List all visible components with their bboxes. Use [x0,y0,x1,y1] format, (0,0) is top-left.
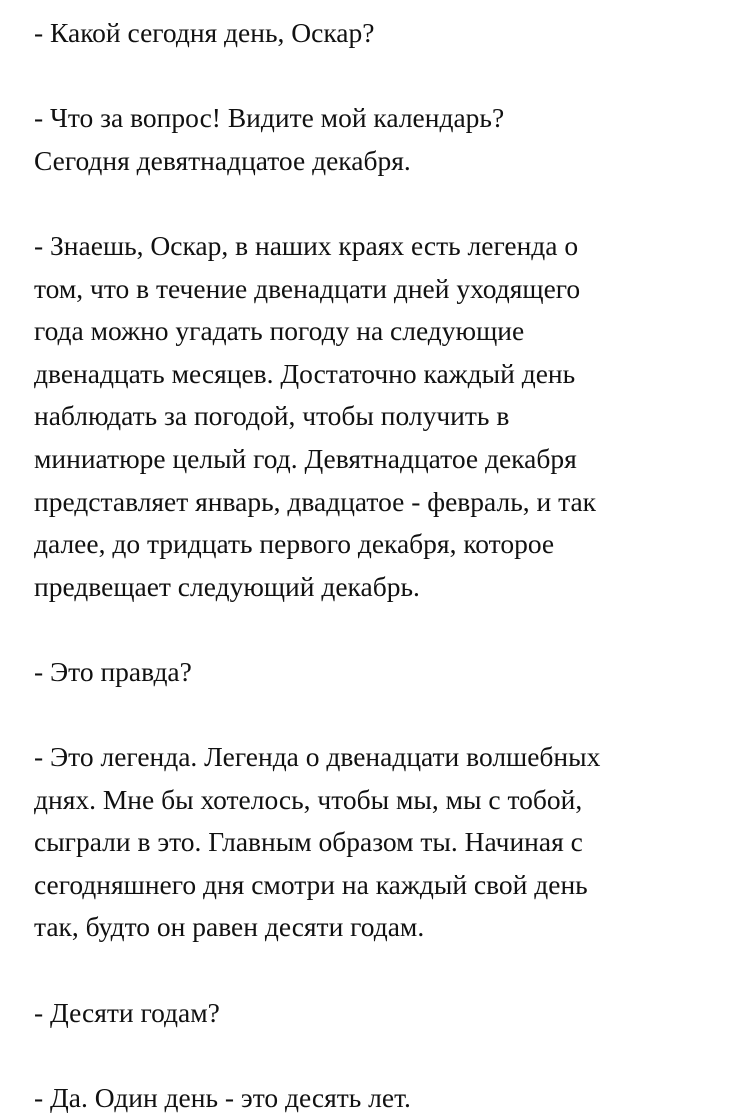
text-line: представляет январь, двадцатое - февраль, и так [34,485,597,517]
text-line: - Знаешь, Оскар, в наших краях есть легенда о [34,230,579,261]
text-line: том, что в течение двенадцати дней уходящего [34,272,581,304]
paragraph-question-day [34,12,714,55]
text-line: сегодняшнего дня смотри на каждый свой день [34,868,588,900]
text-line: - Что за вопрос! Видите мой календарь? [34,102,505,133]
text-line: - Это правда? [34,656,192,687]
paragraph-ten-years-question [34,992,714,1035]
text-line: Сегодня девятнадцатое декабря. [34,144,411,176]
text-line: предвещает следующий декабрь. [34,570,420,602]
text-line: - Да. Один день - это десять лет. [34,1082,411,1113]
text-line: наблюдать за погодой, чтобы получить в [34,400,510,432]
text-line: днях. Мне бы хотелось, чтобы мы, мы с тобой, [34,783,583,815]
text-line: - Какой сегодня день, Оскар? [34,17,375,48]
paragraph-legend [34,225,714,608]
paragraph-is-it-true [34,651,714,694]
text-line: сыграли в это. Главным образом ты. Начиная с [34,826,583,858]
text-line: миниатюре целый год. Девятнадцатое декабря [34,442,577,474]
text-line: далее, до тридцать первого декабря, которое [34,528,555,560]
paragraph-one-day-ten-years [34,1077,714,1115]
text-line: двенадцать месяцев. Достаточно каждый день [34,357,576,389]
paragraph-calendar-answer [34,97,714,182]
text-line: года можно угадать погоду на следующие [34,315,525,347]
text-line: - Десяти годам? [34,997,220,1028]
text-line: так, будто он равен десяти годам. [34,911,425,943]
paragraph-twelve-magic-days [34,736,714,949]
text-line: - Это легенда. Легенда о двенадцати волшебных [34,741,601,772]
